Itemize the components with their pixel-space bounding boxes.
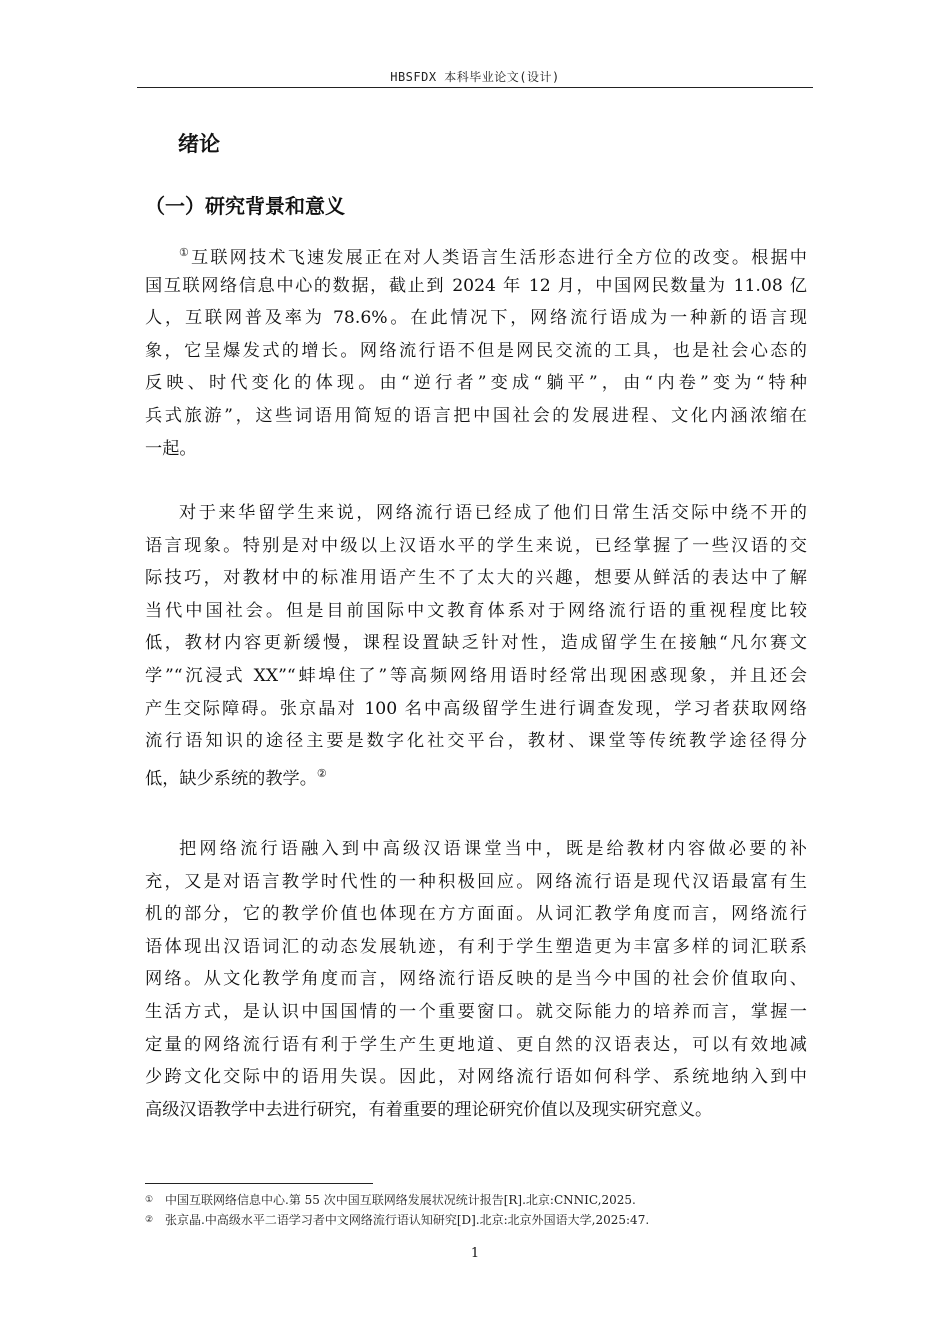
footnote-2 [145, 1212, 649, 1228]
paragraph-1 [145, 237, 807, 465]
text-line: 少跨文化交际中的语用失误。因此，对网络流行语如何科学、系统地纳入到中 [145, 1067, 807, 1088]
footnote-1 [145, 1192, 636, 1208]
chapter-title: 绪论 [178, 132, 220, 156]
text-line: 高级汉语教学中去进行研究，有着重要的理论研究价值以及现实研究意义。 [145, 1099, 713, 1120]
text-line: 机的部分，它的教学价值也体现在方方面面。从词汇教学角度而言，网络流行 [145, 904, 807, 925]
text-line: 把网络流行语融入到中高级汉语课堂当中，既是给教材内容做必要的补 [179, 839, 807, 859]
footnote-marker: ① [179, 246, 191, 259]
section-title: （一）研究背景和意义 [145, 194, 345, 218]
paragraph-2 [145, 497, 807, 790]
text-line: 反映、时代变化的体现。由“逆行者”变成“躺平”，由“内卷”变为“特种 [145, 373, 807, 394]
page-number: 1 [470, 1246, 480, 1261]
text-line: 对于来华留学生来说，网络流行语已经成了他们日常生活交际中绕不开的 [179, 503, 807, 523]
text-line: 语言现象。特别是对中级以上汉语水平的学生来说，已经掌握了一些汉语的交 [145, 535, 807, 556]
text-line: 兵式旅游”，这些词语用简短的语言把中国社会的发展进程、文化内涵浓缩在 [145, 405, 807, 426]
text-line: 生活方式，是认识中国国情的一个重要窗口。就交际能力的培养而言，掌握一 [145, 1001, 807, 1022]
text-line: 际技巧，对教材中的标准用语产生不了太大的兴趣，想要从鲜活的表达中了解 [145, 568, 807, 589]
text-line: 产生交际障碍。张京晶对 100 名中高级留学生进行调查发现，学习者获取网络 [145, 698, 807, 719]
text-line: 当代中国社会。但是目前国际中文教育体系对于网络流行语的重视程度比较 [145, 600, 807, 621]
text-line: ①互联网技术飞速发展正在对人类语言生活形态进行全方位的改变。根据中 [179, 246, 807, 268]
text-line: 定量的网络流行语有利于学生产生更地道、更自然的汉语表达，可以有效地减 [145, 1034, 807, 1055]
footnote-rule [145, 1183, 373, 1184]
footnote-text: 张京晶.中高级水平二语学习者中文网络流行语认知研究[D].北京:北京外国语大学,2025:47. [165, 1213, 650, 1227]
header-rule [137, 87, 813, 88]
text-line: 流行语知识的途径主要是数字化社交平台，教材、课堂等传统教学途径得分 [145, 731, 807, 752]
footnote-marker: ② [145, 1215, 154, 1225]
text-line: 低，缺少系统的教学。② [145, 766, 327, 789]
text-line: 低，教材内容更新缓慢，课程设置缺乏针对性，造成留学生在接触“凡尔赛文 [145, 633, 807, 654]
text-line: 语体现出汉语词汇的动态发展轨迹，有利于学生塑造更为丰富多样的词汇联系 [145, 936, 807, 957]
text-line: 象，它呈爆发式的增长。网络流行语不但是网民交流的工具，也是社会心态的 [145, 340, 807, 361]
footnote-marker: ① [145, 1195, 154, 1205]
footnote-text: 中国互联网络信息中心.第 55 次中国互联网络发展状况统计报告[R].北京:CNNIC,2025. [165, 1193, 636, 1207]
text-line: 充，又是对语言教学时代性的一种积极回应。网络流行语是现代汉语最富有生 [145, 871, 807, 892]
paragraph-3 [145, 833, 807, 1126]
text-line: 网络。从文化教学角度而言，网络流行语反映的是当今中国的社会价值取向、 [145, 969, 807, 990]
text-line: 国互联网络信息中心的数据，截止到 2024 年 12 月，中国网民数量为 11.08 亿 [145, 275, 807, 296]
text-line: 人，互联网普及率为 78.6%。在此情况下，网络流行语成为一种新的语言现 [145, 308, 807, 329]
footnote-marker: ② [316, 766, 327, 780]
running-header: HBSFDX 本科毕业论文(设计) [390, 70, 560, 84]
text-line: 学”“沉浸式 XX”“蚌埠住了”等高频网络用语时经常出现困惑现象，并且还会 [145, 665, 807, 686]
text-line: 一起。 [145, 438, 197, 459]
